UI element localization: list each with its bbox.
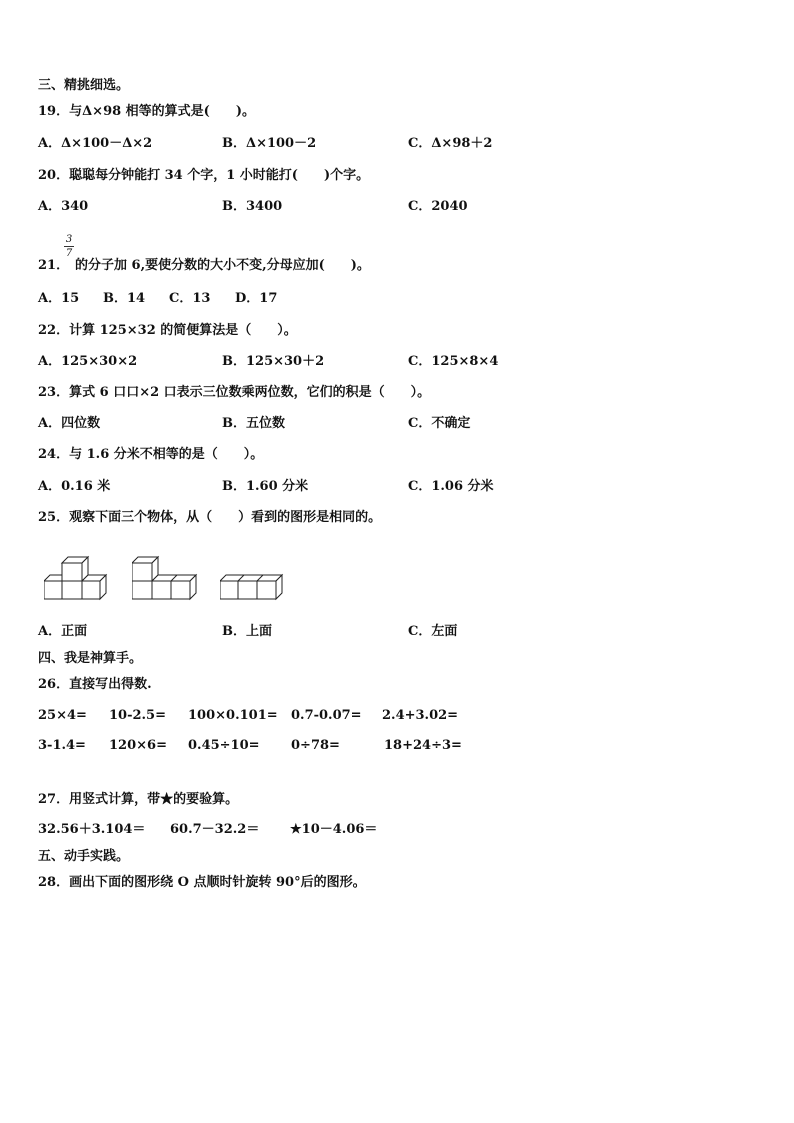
fraction-denominator: 7 (65, 248, 73, 259)
q22-option-c: C．125×8×4 (408, 354, 499, 369)
section-heading-3: 三、精挑细选。 (38, 78, 130, 93)
q22-option-b: B．125×30＋2 (222, 354, 325, 369)
calc-item: 0.7-0.07= (291, 708, 362, 723)
q20-option-b: B．3400 (222, 199, 283, 214)
calc-item: 2.4+3.02= (382, 708, 459, 723)
q23-option-c: C．不确定 (408, 416, 471, 431)
q19-option-b: B．Δ×100－2 (222, 136, 317, 151)
calc-item: 25×4= (38, 708, 87, 723)
vertical-calc-item: 32.56＋3.104＝ (38, 822, 146, 837)
question-24-stem: 24．与 1.6 分米不相等的是（ ）。 (38, 447, 264, 462)
question-23-stem: 23．算式 6 口口×2 口表示三位数乘两位数，它们的积是（ ）。 (38, 385, 431, 400)
question-22-stem: 22．计算 125×32 的简便算法是（ ）。 (38, 323, 297, 338)
section-heading-5: 五、动手实践。 (38, 849, 130, 864)
calc-item: 0÷78= (291, 738, 340, 753)
q23-option-a: A．四位数 (38, 416, 101, 431)
vertical-calc-item: 60.7－32.2＝ (170, 822, 260, 837)
question-25-stem: 25．观察下面三个物体，从（ ）看到的图形是相同的。 (38, 510, 382, 525)
q21-option-a: A．15 (38, 291, 80, 306)
q24-option-a: A．0.16 米 (38, 479, 111, 494)
cube-figure-2 (132, 552, 198, 602)
q25-option-a: A．正面 (38, 624, 88, 639)
q23-option-b: B．五位数 (222, 416, 285, 431)
q20-option-c: C．2040 (408, 199, 468, 214)
cube-figure-3 (220, 552, 284, 602)
fraction-numerator: 3 (65, 234, 73, 245)
q21-option-b: B．14 (103, 291, 146, 306)
calc-item: 3-1.4= (38, 738, 86, 753)
fraction-bar (64, 246, 74, 247)
q20-option-a: A．340 (38, 199, 89, 214)
q25-option-b: B．上面 (222, 624, 272, 639)
cube-figure-1 (44, 552, 108, 602)
calc-item: 10-2.5= (109, 708, 166, 723)
q19-option-a: A．Δ×100－Δ×2 (38, 136, 153, 151)
calc-item: 120×6= (109, 738, 167, 753)
question-19-stem: 19．与Δ×98 相等的算式是( )。 (38, 104, 255, 119)
question-27-stem: 27．用竖式计算，带★的要验算。 (38, 792, 239, 807)
question-21-number: 21． (38, 258, 70, 273)
q24-option-b: B．1.60 分米 (222, 479, 309, 494)
q21-option-c: C．13 (169, 291, 211, 306)
calc-item: 0.45÷10= (188, 738, 260, 753)
fraction-3-7 (64, 234, 74, 259)
q24-option-c: C．1.06 分米 (408, 479, 494, 494)
q19-option-c: C．Δ×98＋2 (408, 136, 493, 151)
question-26-stem: 26．直接写出得数. (38, 677, 152, 692)
vertical-calc-item: ★10－4.06＝ (290, 822, 378, 837)
q25-option-c: C．左面 (408, 624, 458, 639)
q21-option-d: D．17 (235, 291, 278, 306)
question-21-stem: 的分子加 6,要使分数的大小不变,分母应加( )。 (75, 258, 370, 273)
calc-item: 18+24÷3= (384, 738, 462, 753)
calc-item: 100×0.101= (188, 708, 278, 723)
section-heading-4: 四、我是神算手。 (38, 651, 143, 666)
question-28-stem: 28．画出下面的图形绕 O 点顺时针旋转 90°后的图形。 (38, 875, 366, 890)
question-20-stem: 20．聪聪每分钟能打 34 个字，1 小时能打( )个字。 (38, 168, 370, 183)
q22-option-a: A．125×30×2 (38, 354, 138, 369)
